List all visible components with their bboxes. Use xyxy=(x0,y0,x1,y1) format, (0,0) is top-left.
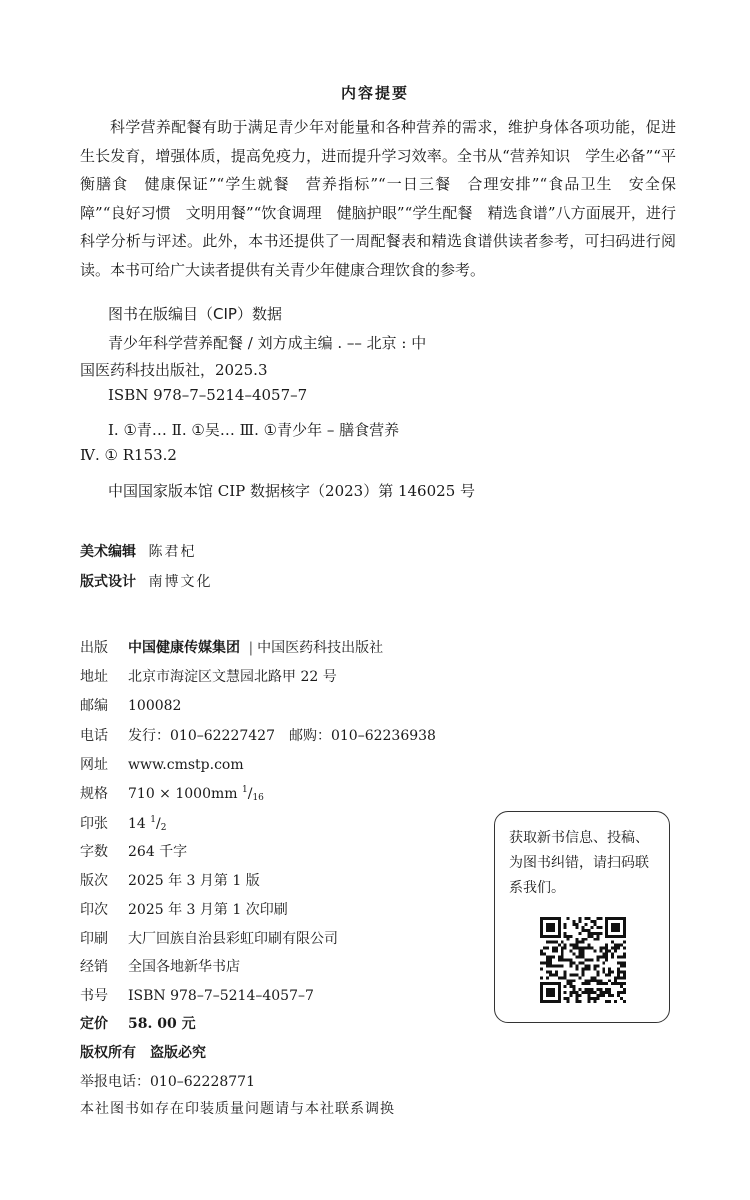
distributor-row xyxy=(80,956,240,978)
cip-line-2: 国医药科技出版社，2025.3 xyxy=(80,361,268,379)
layout-design-name: 南博文化 xyxy=(148,574,213,590)
sheets-value: 14 xyxy=(128,816,146,832)
printing-row xyxy=(80,899,288,921)
printing-value: 2025 年 3 月第 1 次印刷 xyxy=(128,902,288,918)
cip-line-1: 青少年科学营养配餐 / 刘方成主编 . –– 北京 : 中 xyxy=(108,334,427,352)
price-label: 定价 xyxy=(80,1016,108,1032)
summary-body: 科学营养配餐有助于满足青少年对能量和各种营养的需求，维护身体各项功能，促进生长发育，增强体质，提高免疫力，进而提升学习效率。全书从“营养知识 学生必备”“平衡膳食 健康保证”“学生就餐 营养指标”“一日三餐 合理安排”“食品卫生 安全保障”“良好习惯 文明用餐”“饮食调理 健脑护眼”“学生配餐 精选食谱”八方面展开，进行科学分析与评述。此外，本书还提供了一周配餐表和精选食谱供读者参考，可扫码进行阅读。本书可给广大读者提供有关青少年健康合理饮食的参考。 xyxy=(80,118,676,279)
publisher-group: 中国健康传媒集团 xyxy=(128,640,240,656)
layout-design-row xyxy=(80,571,212,591)
format-label: 规格 xyxy=(80,786,108,802)
edition-label: 版次 xyxy=(80,873,108,889)
postcode-row xyxy=(80,695,181,717)
format-row xyxy=(80,783,264,805)
art-editor-label: 美术编辑 xyxy=(80,544,136,560)
format-denominator: 16 xyxy=(252,793,264,803)
sheets-slash: / xyxy=(156,816,161,832)
printing-label: 印次 xyxy=(80,902,108,918)
price-row xyxy=(80,1013,196,1035)
isbn-value: ISBN 978–7–5214–4057–7 xyxy=(128,988,314,1004)
copyright-notice: 版权所有 盗版必究 xyxy=(80,1045,206,1061)
format-value: 710 × 1000mm xyxy=(128,786,238,802)
isbn-row xyxy=(80,985,314,1007)
sheets-row xyxy=(80,813,166,835)
postcode-value: 100082 xyxy=(128,698,182,714)
qr-code-icon[interactable] xyxy=(540,917,626,1003)
website-label: 网址 xyxy=(80,757,108,773)
isbn-label: 书号 xyxy=(80,988,108,1004)
words-row xyxy=(80,841,187,863)
sheets-label: 印张 xyxy=(80,816,108,832)
cip-isbn: ISBN 978–7–5214–4057–7 xyxy=(108,386,308,404)
words-value: 264 千字 xyxy=(128,844,188,860)
phone-label: 电话 xyxy=(80,728,108,744)
art-editor-row xyxy=(80,541,196,561)
sheets-denominator: 2 xyxy=(160,823,167,833)
publisher-separator: | xyxy=(248,640,254,656)
publisher-label: 出版 xyxy=(80,640,108,656)
price-value: 58. 00 元 xyxy=(128,1016,196,1032)
cip-classification-number: Ⅳ. ① R153.2 xyxy=(80,446,177,464)
distributor-label: 经销 xyxy=(80,959,108,975)
summary-title: 内容提要 xyxy=(340,84,409,102)
format-slash: / xyxy=(247,786,253,802)
printer-row xyxy=(80,928,338,950)
postcode-label: 邮编 xyxy=(80,698,108,714)
cip-heading: 图书在版编目（CIP）数据 xyxy=(108,305,282,323)
quality-notice: 本社图书如存在印装质量问题请与本社联系调换 xyxy=(80,1101,395,1117)
edition-value: 2025 年 3 月第 1 版 xyxy=(128,873,260,889)
words-label: 字数 xyxy=(80,844,108,860)
address-label: 地址 xyxy=(80,669,108,685)
website-row xyxy=(80,754,244,776)
cip-classification: Ⅰ. ①青… Ⅱ. ①吴… Ⅲ. ①青少年 – 膳食营养 xyxy=(108,421,400,439)
website-value: www.cmstp.com xyxy=(128,757,244,773)
printer-value: 大厂回族自治县彩虹印刷有限公司 xyxy=(128,931,338,947)
format-numerator: 1 xyxy=(242,785,248,795)
address-row xyxy=(80,666,337,688)
publisher-row xyxy=(80,637,383,659)
layout-design-label: 版式设计 xyxy=(80,574,136,590)
report-phone: 举报电话：010–62228771 xyxy=(80,1074,255,1090)
edition-row xyxy=(80,870,260,892)
distributor-value: 全国各地新华书店 xyxy=(128,959,240,975)
sheets-numerator: 1 xyxy=(150,815,157,825)
printer-label: 印刷 xyxy=(80,931,108,947)
art-editor-name: 陈君杞 xyxy=(148,544,197,560)
publisher-name: 中国医药科技出版社 xyxy=(257,640,384,656)
address-value: 北京市海淀区文慧园北路甲 22 号 xyxy=(128,669,337,685)
phone-row xyxy=(80,725,436,747)
cip-record-number: 中国国家版本馆 CIP 数据核字（2023）第 146025 号 xyxy=(108,482,476,500)
qr-contact-text: 获取新书信息、投稿、为图书纠错，请扫码联系我们。 xyxy=(509,830,649,896)
phone-value: 发行：010–62227427 邮购：010–62236938 xyxy=(128,728,436,744)
qr-contact-box xyxy=(494,811,670,1023)
